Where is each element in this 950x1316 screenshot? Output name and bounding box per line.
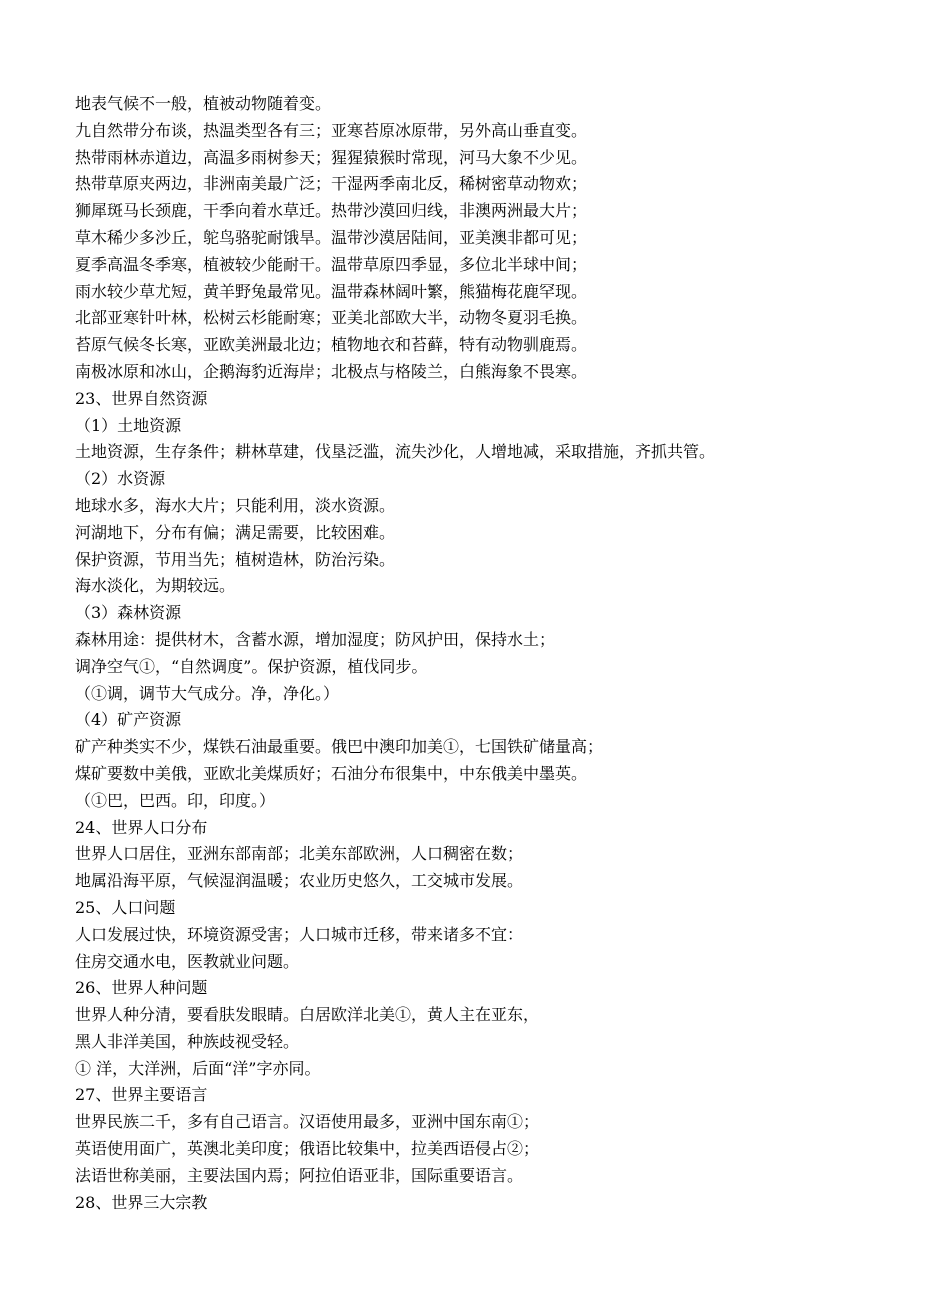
text-line: 热带雨林赤道边，高温多雨树参天；猩猩猿猴时常现，河马大象不少见。 [75, 147, 588, 167]
text-line: 保护资源，节用当先；植树造林，防治污染。 [75, 549, 396, 569]
section-heading: 24、世界人口分布 [75, 817, 208, 837]
footnote-line: （①巴，巴西。印，印度。） [75, 790, 276, 810]
subsection-heading: （1）土地资源 [75, 415, 182, 435]
subsection-heading: （3）森林资源 [75, 603, 182, 623]
text-line: 地表气候不一般，植被动物随着变。 [75, 94, 332, 113]
subsection-heading: （2）水资源 [75, 469, 166, 489]
text-line: 河湖地下，分布有偏；满足需要，比较困难。 [75, 522, 396, 542]
text-line: 地球水多，海水大片；只能利用，淡水资源。 [75, 495, 396, 515]
text-line: 英语使用面广，英澳北美印度；俄语比较集中，拉美西语侵占②； [75, 1139, 540, 1159]
text-line: 调净空气①，“自然调度”。保护资源，植伐同步。 [75, 656, 428, 676]
section-heading: 25、人口问题 [75, 897, 176, 917]
subsection-heading: （4）矿产资源 [75, 710, 182, 730]
text-line: 矿产种类实不少，煤铁石油最重要。俄巴中澳印加美①，七国铁矿储量高； [75, 737, 604, 757]
text-line: 世界人口居住，亚洲东部南部；北美东部欧洲，人口稠密在数； [75, 844, 524, 864]
text-line: 草木稀少多沙丘，鸵鸟骆驼耐饿旱。温带沙漠居陆间，亚美澳非都可见； [75, 227, 588, 247]
text-line: 热带草原夹两边，非洲南美最广泛；干湿两季南北反，稀树密草动物欢； [75, 174, 588, 194]
document-page [75, 91, 935, 1216]
text-line: 狮犀斑马长颈鹿，干季向着水草迁。热带沙漠回归线，非澳两洲最大片； [75, 201, 588, 221]
text-line: 人口发展过快，环境资源受害；人口城市迁移，带来诸多不宜： [75, 924, 524, 944]
section-heading: 27、世界主要语言 [75, 1085, 208, 1105]
text-line: 世界人种分清，要看肤发眼睛。白居欧洋北美①，黄人主在亚东， [75, 1005, 540, 1025]
text-line: 世界民族二千，多有自己语言。汉语使用最多，亚洲中国东南①； [75, 1112, 540, 1132]
text-line: 夏季高温冬季寒，植被较少能耐干。温带草原四季显，多位北半球中间； [75, 254, 588, 274]
text-line: 煤矿要数中美俄，亚欧北美煤质好；石油分布很集中，中东俄美中墨英。 [75, 763, 588, 783]
section-heading: 26、世界人种问题 [75, 978, 208, 998]
text-line: 南极冰原和冰山，企鹅海豹近海岸；北极点与格陵兰，白熊海象不畏寒。 [75, 361, 588, 381]
text-line: 土地资源，生存条件；耕林草建，伐垦泛滥，流失沙化，人增地减，采取措施，齐抓共管。 [75, 442, 716, 462]
text-line: 九自然带分布谈，热温类型各有三；亚寒苔原冰原带，另外高山垂直变。 [75, 120, 588, 140]
text-line: 地属沿海平原，气候湿润温暖；农业历史悠久，工交城市发展。 [75, 871, 524, 891]
text-line: 住房交通水电，医教就业问题。 [75, 951, 300, 971]
text-line: 海水淡化，为期较远。 [75, 576, 236, 596]
section-heading: 28、世界三大宗教 [75, 1192, 208, 1212]
text-line: 北部亚寒针叶林，松树云杉能耐寒；亚美北部欧大半，动物冬夏羽毛换。 [75, 308, 588, 328]
footnote-line: ① 洋，大洋洲，后面“洋”字亦同。 [75, 1058, 321, 1078]
text-line: 黑人非洋美国，种族歧视受轻。 [75, 1031, 300, 1051]
section-heading: 23、世界自然资源 [75, 388, 208, 408]
text-line: 法语世称美丽，主要法国内焉；阿拉伯语亚非，国际重要语言。 [75, 1165, 524, 1185]
text-line: 苔原气候冬长寒，亚欧美洲最北边；植物地衣和苔藓，特有动物驯鹿焉。 [75, 335, 588, 355]
text-line: 森林用途：提供材木，含蓄水源，增加湿度；防风护田，保持水土； [75, 629, 556, 649]
footnote-line: （①调，调节大气成分。净，净化。） [75, 683, 340, 703]
text-line: 雨水较少草尤短，黄羊野兔最常见。温带森林阔叶繁，熊猫梅花鹿罕现。 [75, 281, 588, 301]
